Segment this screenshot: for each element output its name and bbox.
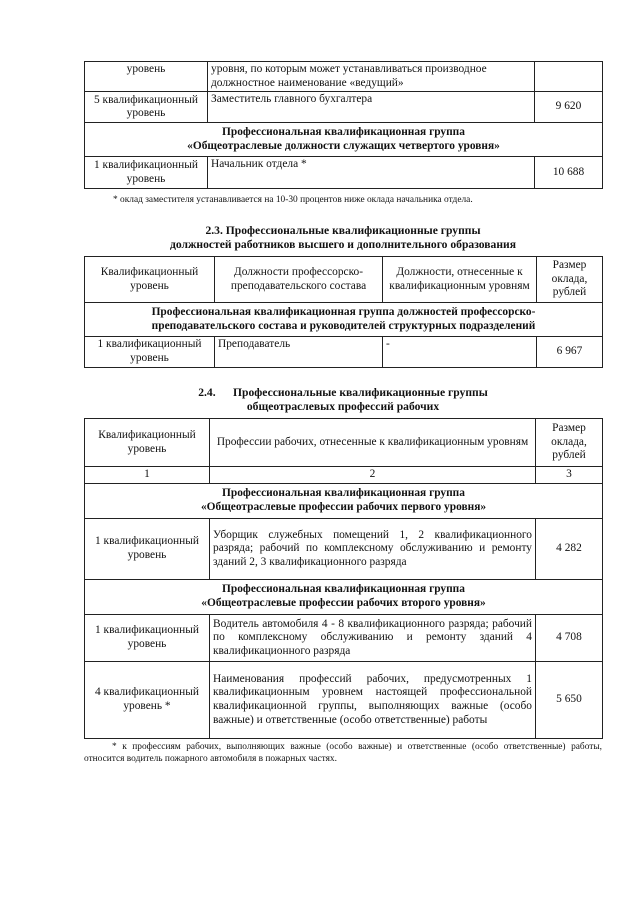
group-title-line: Профессиональная квалификационная группа должностей профессорско- [151, 305, 536, 318]
table-header-row [85, 257, 603, 303]
position-cell: Водитель автомобиля 4 - 8 квалификационного разряда; рабочий по комплексному обслуживанию и ремонту зданий 4 квалификационного разряда [210, 615, 536, 662]
level-cell: 1 квалификационный уровень [85, 615, 210, 662]
group-title-line: преподавательского состава и руководителей структурных подразделений [151, 319, 536, 332]
table-section-2-3 [84, 256, 603, 368]
column-number: 2 [210, 467, 536, 484]
group-header-row [85, 484, 603, 519]
table-row [85, 92, 603, 123]
table-row [85, 157, 603, 189]
group-title-line: «Общеотраслевые профессии рабочих второго уровня» [201, 597, 486, 609]
table-continuation [84, 61, 603, 189]
salary-cell: 4 282 [536, 519, 603, 580]
table-row [85, 519, 603, 580]
column-header: Размер оклада, рублей [537, 257, 603, 303]
position-cell: Заместитель главного бухгалтера [208, 92, 535, 123]
column-number: 3 [536, 467, 603, 484]
position-cell: Начальник отдела * [208, 157, 535, 189]
position-cell: Наименования профессий рабочих, предусмотренных 1 квалификационным уровнем настоящей профессиональной квалификационной группы, выполняющих важные (особо важные) и ответственные (особо ответственные) работы [210, 662, 536, 739]
position-cell: уровня, по которым может устанавливаться производное должностное наименование «ведущий» [208, 62, 535, 92]
footnote: * оклад заместителя устанавливается на 10-30 процентов ниже оклада начальника отдела. [113, 195, 473, 205]
section-title-line [84, 386, 602, 400]
group-title-line: Профессиональная квалификационная группа [222, 583, 465, 596]
column-header: Квалификационный уровень [85, 257, 215, 303]
group-header-row [85, 580, 603, 615]
group-title-line: «Общеотраслевые профессии рабочих первого уровня» [200, 501, 487, 513]
column-header: Размер оклада, рублей [536, 419, 603, 467]
salary-cell: 10 688 [535, 157, 603, 189]
column-header: Должности, отнесенные к квалификационным уровням [383, 257, 537, 303]
salary-cell: 6 967 [537, 337, 603, 368]
section-title-line: должностей работников высшего и дополнительного образования [170, 238, 516, 251]
section-heading [84, 224, 602, 252]
table-header-row [85, 419, 603, 467]
section-title-line: общеотраслевых профессий рабочих [246, 400, 440, 413]
footnote: * к профессиям рабочих, выполняющих важные (особо важные) и ответственные (особо ответственные) работы, относится водитель пожарного автомобиля в пожарных частях. [84, 742, 602, 764]
level-cell: 5 квалификационный уровень [85, 92, 208, 123]
column-header: Квалификационный уровень [85, 419, 210, 467]
group-title-line: Профессиональная квалификационная группа [222, 126, 465, 139]
level-cell: 1 квалификационный уровень [85, 157, 208, 189]
level-cell: 1 квалификационный уровень [85, 519, 210, 580]
group-header [85, 303, 603, 337]
group-header-row [85, 303, 603, 337]
group-title-line: «Общеотраслевые должности служащих четвертого уровня» [187, 139, 500, 152]
table-row [85, 662, 603, 739]
group-title-line: Профессиональная квалификационная группа [222, 487, 465, 500]
salary-cell [535, 62, 603, 92]
column-header: Профессии рабочих, отнесенные к квалификационным уровням [210, 419, 536, 467]
salary-cell: 9 620 [535, 92, 603, 123]
section-title: Профессиональные квалификационные группы [233, 386, 488, 399]
group-header [85, 123, 603, 157]
group-header [85, 580, 603, 615]
table-row [85, 337, 603, 368]
section-title-line: 2.3. Профессиональные квалификационные группы [205, 224, 481, 237]
level-cell: 1 квалификационный уровень [85, 337, 215, 368]
section-number: 2.4. [198, 386, 216, 399]
column-number: 1 [85, 467, 210, 484]
column-header: Должности профессорско-преподавательского состава [215, 257, 383, 303]
salary-cell: 5 650 [536, 662, 603, 739]
table-row [85, 62, 603, 92]
table-row [85, 615, 603, 662]
level-cell: уровень [85, 62, 208, 92]
section-heading [84, 386, 602, 414]
other-cell: - [383, 337, 537, 368]
position-cell: Уборщик служебных помещений 1, 2 квалификационного разряда; рабочий по комплексному обслуживанию и ремонту зданий 2, 3 квалификационного разряда [210, 519, 536, 580]
column-number-row [85, 467, 603, 484]
salary-cell: 4 708 [536, 615, 603, 662]
position-cell: Преподаватель [215, 337, 383, 368]
group-header [85, 484, 603, 519]
table-section-2-4 [84, 418, 603, 739]
group-header-row [85, 123, 603, 157]
level-cell: 4 квалификационный уровень * [85, 662, 210, 739]
